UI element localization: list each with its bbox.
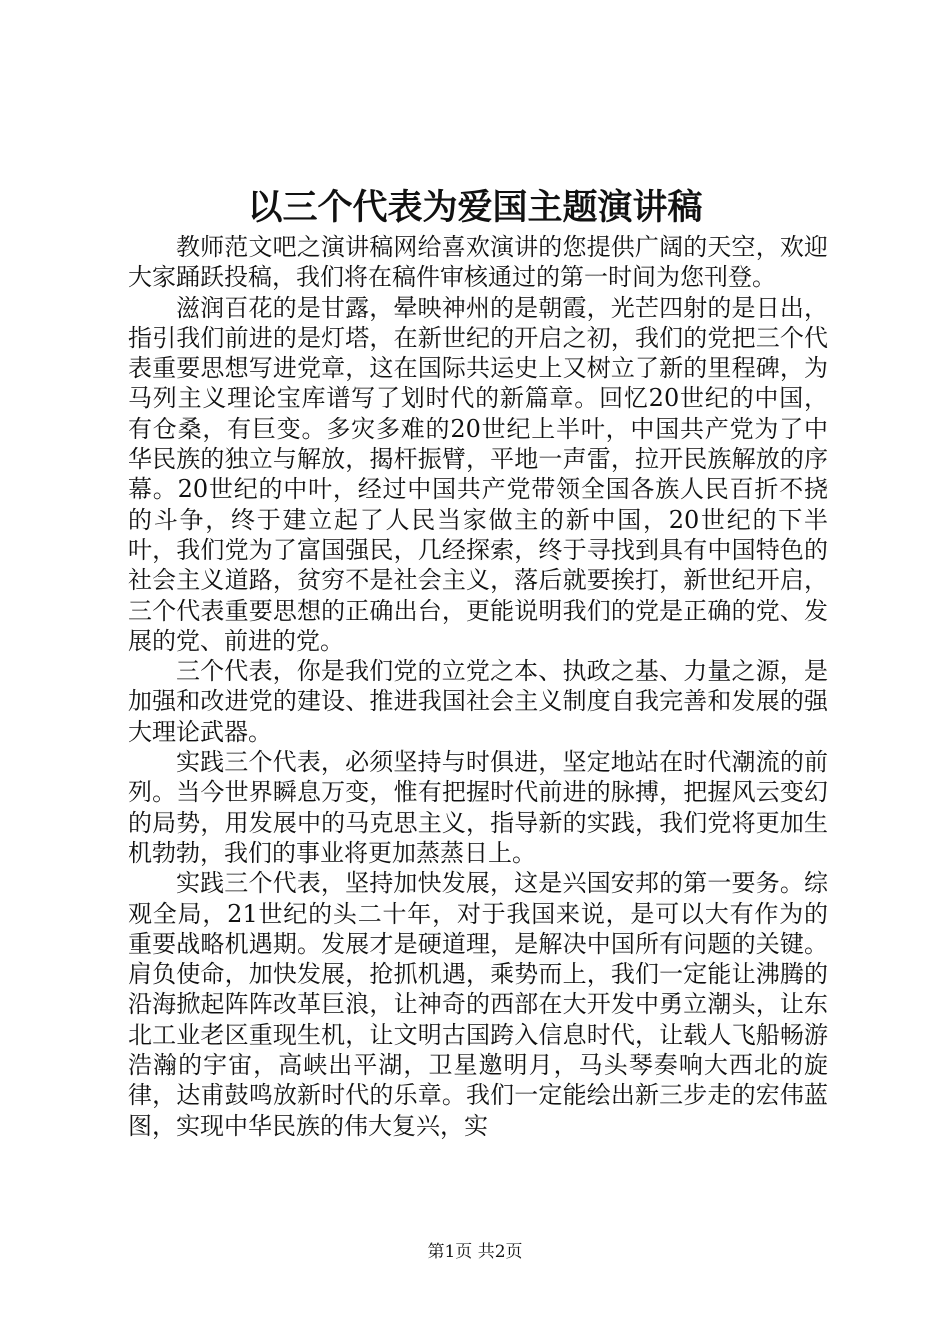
- page-number-footer: 第1页 共2页: [427, 1242, 523, 1262]
- paragraph-3: 三个代表，你是我们党的立党之本、执政之基、力量之源，是加强和改进党的建设、推进我国社会主义制度自我完善和发展的强大理论武器。: [128, 657, 828, 746]
- paragraph-5: 实践三个代表，坚持加快发展，这是兴国安邦的第一要务。综观全局，21世纪的头二十年，对于我国来说，是可以大有作为的重要战略机遇期。发展才是硬道理，是解决中国所有问题的关键。肩负使命，加快发展，抢抓机遇，乘势而上，我们一定能让沸腾的沿海掀起阵阵改革巨浪，让神奇的西部在大开发中勇立潮头，让东北工业老区重现生机，让文明古国跨入信息时代，让载人飞船畅游浩瀚的宇宙，高峡出平湖，卫星邀明月，马头琴奏响大西北的旋律，达甫鼓鸣放新时代的乐章。我们一定能绘出新三步走的宏伟蓝图，实现中华民族的伟大复兴，实: [128, 869, 828, 1140]
- paragraph-1: 教师范文吧之演讲稿网给喜欢演讲的您提供广阔的天空，欢迎大家踊跃投稿，我们将在稿件审核通过的第一时间为您刊登。: [128, 233, 828, 292]
- document-title: 以三个代表为爱国主题演讲稿: [247, 187, 703, 228]
- paragraph-4: 实践三个代表，必须坚持与时俱进，坚定地站在时代潮流的前列。当今世界瞬息万变，惟有把握时代前进的脉搏，把握风云变幻的局势，用发展中的马克思主义，指导新的实践，我们党将更加生机勃勃，我们的事业将更加蒸蒸日上。: [128, 748, 828, 867]
- paragraph-2: 滋润百花的是甘露，晕映神州的是朝霞，光芒四射的是日出，指引我们前进的是灯塔，在新世纪的开启之初，我们的党把三个代表重要思想写进党章，这在国际共运史上又树立了新的里程碑，为马列主义理论宝库谱写了划时代的新篇章。回忆20世纪的中国，有仓桑，有巨变。多灾多难的20世纪上半叶，中国共产党为了中华民族的独立与解放，揭杆振臂，平地一声雷，拉开民族解放的序幕。20世纪的中叶，经过中国共产党带领全国各族人民百折不挠的斗争，终于建立起了人民当家做主的新中国，20世纪的下半叶，我们党为了富国强民，几经探索，终于寻找到具有中国特色的社会主义道路，贫穷不是社会主义，落后就要挨打，新世纪开启，三个代表重要思想的正确出台，更能说明我们的党是正确的党、发展的党、前进的党。: [128, 293, 828, 655]
- document-body: [128, 232, 828, 1141]
